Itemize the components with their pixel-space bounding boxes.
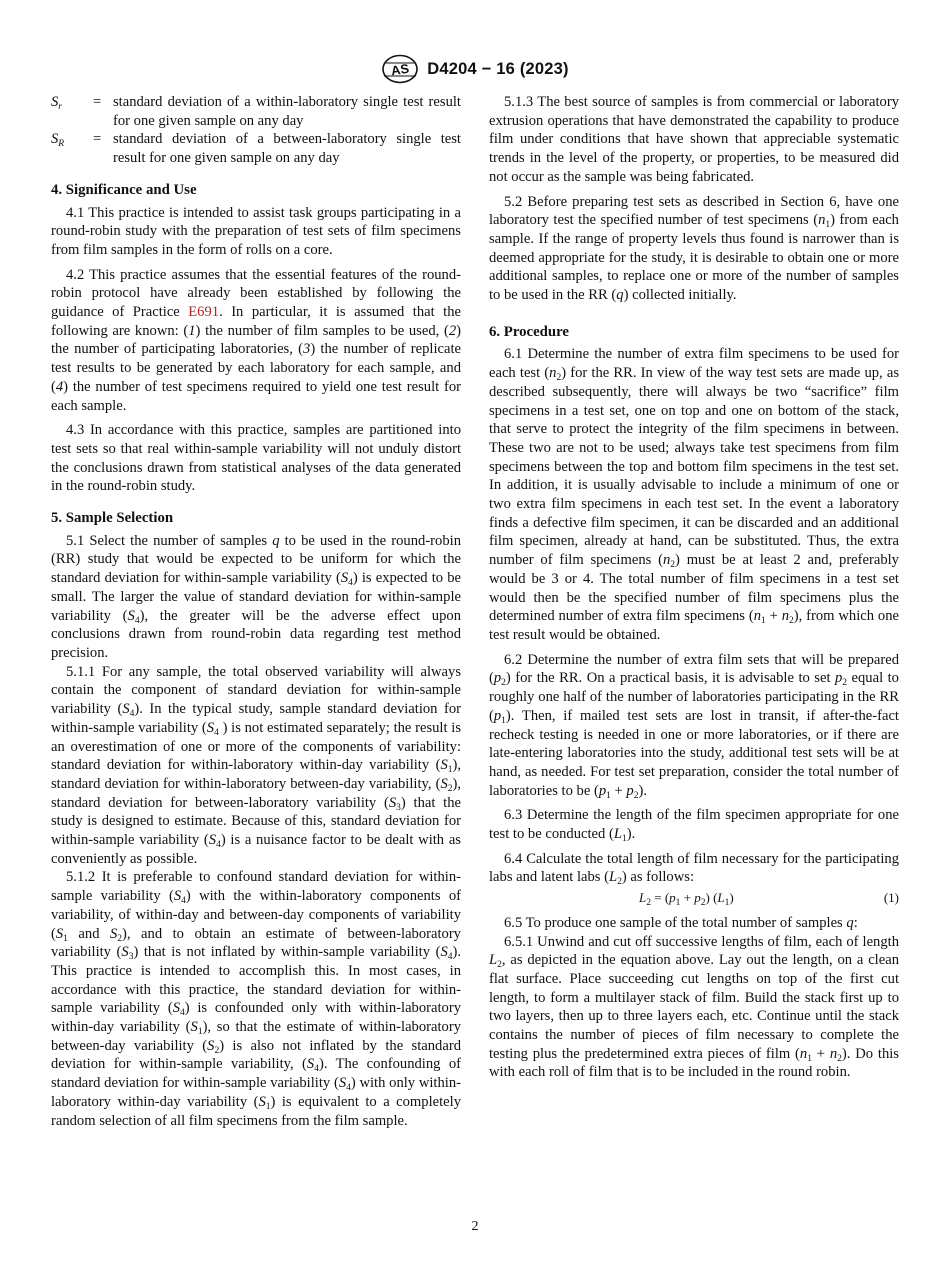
paragraph-6-2: 6.2 Determine the number of extra film sets that will be prepared $(p_2)$ for the RR. On a practical basis, it is advisable to set $p_2$ equal to roughly one half of the number of laboratories participating in the RR $(p_1)$. Then, if mailed test sets are lost in transit, if after-the-fact recheck testing is needed in one or more laboratories, or if there are late-entering laboratories into the study, additional test sets will be at hand, as needed. For test set preparation, consider the total number of laboratories to be $(p_1 + p_2)$. <box>489 651 899 801</box>
paragraph-4-3: 4.3 In accordance with this practice, samples are partitioned into test sets so that real within-sample variability will not unduly distort the conclusions drawn from statistical analyses of the data generated in the round-robin study. <box>51 422 461 495</box>
section-4-title: 4. Significance and Use <box>51 181 197 198</box>
paragraph-4-2: 4.2 This practice assumes that the essential features of the round-robin protocol have already been established by following the guidance of Practice E691. In particular, it is assumed that the following are known: (1) the number of film samples to be used, (2) the number of participating laboratories, (3) the number of replicate test results to be generated by each laboratory for each sample, and (4) the number of test specimens required to yield one test result for each sample. <box>51 266 461 414</box>
right-column <box>489 93 899 1082</box>
paragraph-6-1: 6.1 Determine the number of extra film specimens to be used for each test $(n_2)$ for the RR. In view of the way test sets are made up, as described subsequently, there will always be two “sacrifice” film specimens in a test set, one on top and one on bottom of the stack, that serve to protect the integrity of the film specimens in between. These two are not to be used; always take test specimens from film specimens between the top and bottom film specimens in the test set. In addition, it is usually advisable to include a minimum of one or two extra film specimens in each test set. In the event a laboratory finds a defective film specimen, it can be discarded and an additional film specimen, already at hand, can be substituted. Thus, the extra number of film specimens $(n_2)$ must be at least 2 and, preferably would be 3 or 4. The total number of film specimens in a test set would then be the specified number of film specimens plus the determined number of extra film specimens $(n_1 + n_2)$, from which one test result would be obtained. <box>489 346 899 643</box>
definitions-list <box>51 93 461 168</box>
definition-sR: $S_R$ = standard deviation of a between-laboratory single test result for one given sample on any day <box>51 131 461 167</box>
definition-text: standard deviation of a within-laboratory single test result for one given sample on any day <box>113 94 461 129</box>
svg-text:AS: AS <box>390 60 411 79</box>
paragraph-5-1-2: 5.1.2 It is preferable to confound standard deviation for within-sample variability $(S_4)$ with the within-laboratory components of variability, of within-day and between-day components of variability ($S_1$ and $S_2$), and to obtain an estimate of between-laboratory variability $(S_3)$ that is not inflated by within-sample variability $(S_4)$. This practice is intended to accomplish this. In most cases, in accordance with this practice, the standard deviation for within-sample variability $(S_4)$ is confounded only with within-laboratory within-day variability $(S_1)$, so that the estimate of within-laboratory between-day variability $(S_2)$ is also not inflated by the standard deviation for within-sample variability, $(S_4)$. The confounding of standard deviation for within-sample variability $(S_4)$ with only within-laboratory within-day variability $(S_1)$ is equivalent to a completely random selection of all film specimens from the film sample. <box>51 869 461 1129</box>
paragraph-6-5-1: 6.5.1 Unwind and cut off successive lengths of film, each of length $L_2$, as depicted in the equation above. Lay out the length, on a clean flat surface. Place succeeding cut lengths on top of the first cut length, to form a multilayer stack of film. Build the stack first up to two layers, then up to three layers each, etc. Continue until the stack contains the number of pieces of film necessary to complete the testing plus the predetermined extra pieces of film $(n_1 + n_2)$. Do this with each roll of film that is to be included in the round robin. <box>489 933 899 1081</box>
definition-text: standard deviation of a between-laboratory single test result for one given sample on any day <box>113 131 461 167</box>
page-number: 2 <box>471 1219 479 1234</box>
definition-sr: $S_r$ = standard deviation of a within-laboratory single test result for one given sample on any day <box>51 94 461 129</box>
section-5-title: 5. Sample Selection <box>51 510 174 527</box>
section-6-title: 6. Procedure <box>489 323 569 340</box>
paragraph-6-4: 6.4 Calculate the total length of film necessary for the participating labs and latent labs $(L_2)$ as follows: <box>489 850 899 888</box>
paragraph-6-3: 6.3 Determine the length of the film specimen appropriate for one test to be conducted $(L_1)$. <box>489 807 899 845</box>
equation-expression: $L_2 = (p_1 + p_2)$ $(L_1)$ <box>639 890 734 909</box>
paragraph-4-1: 4.1 This practice is intended to assist task groups participating in a round-robin study with the preparation of test sets of film specimens from film samples in the form of rolls on a core. <box>51 204 461 258</box>
document-id: D4204 − 16 (2023) <box>427 59 569 78</box>
page-header <box>0 54 950 84</box>
reference-link-e691[interactable]: E691 <box>188 304 220 321</box>
paragraph-5-1-1: 5.1.1 For any sample, the total observed variability will always contain the component of standard deviation for within-sample variability $(S_4)$. In the typical study, sample standard deviation for within-sample variability ($S_4$ ) is not estimated separately; the result is an overestimation of one or more of the components of variability: standard deviation for within-laboratory within-day variability $(S_1)$, standard deviation for within-laboratory between-day variability, $(S_2)$, standard deviation for between-laboratory variability $(S_3)$ that the study is designed to estimate. Because of this, standard deviation for within-sample variability $(S_4)$ is a nuisance factor to be dealt with as conveniently as possible. <box>51 663 462 867</box>
paragraph-5-2: 5.2 Before preparing test sets as described in Section 6, have one laboratory test the specified number of test specimens $(n_1)$ from each sample. If the range of property levels thus found is narrower than is deemed appropriate for the study, it is desirable to obtain one or more additional samples, to replace one or more of the number of samples to be used in the RR (q) collected initially. <box>489 193 899 304</box>
equation-1 <box>489 889 899 908</box>
equation-number: (1) <box>883 890 899 906</box>
paragraph-6-5: 6.5 To produce one sample of the total number of samples q: <box>504 914 858 931</box>
paragraph-5-1: 5.1 Select the number of samples q to be used in the round-robin (RR) study that would be expected to be uniform for which the standard deviation for within-sample variability $(S_4)$ is expected to be small. The larger the value of standard deviation for within-sample variability $(S_4)$, the greater will be the adverse effect upon conclusions drawn from round-robin data regarding test method precision. <box>51 532 461 661</box>
paragraph-5-1-3: 5.1.3 The best source of samples is from commercial or laboratory extrusion operations that have demonstrated the capability to produce film under conditions that have shown that appreciable systematic trends in the level of the property, or properties, to be measured did not occur as the sample was being fabricated. <box>489 94 899 185</box>
astm-logo-icon <box>381 54 419 84</box>
left-column <box>51 93 461 1130</box>
definition-symbol: $S_r$ <box>51 94 62 112</box>
definition-symbol: $S_R$ <box>51 131 65 150</box>
